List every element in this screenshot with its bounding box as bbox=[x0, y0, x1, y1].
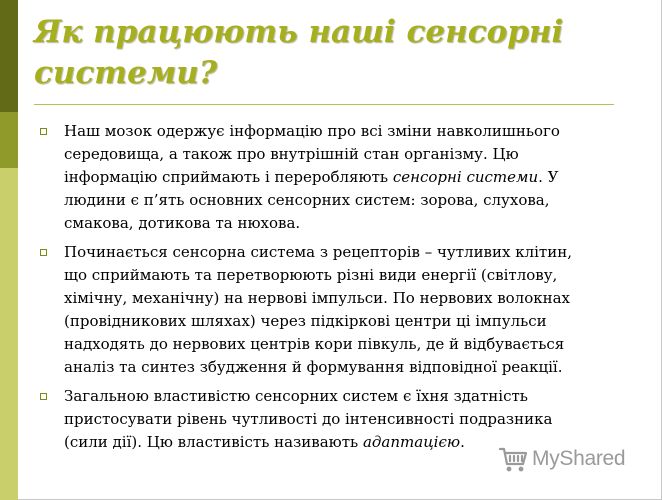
bullet-text-line bbox=[64, 310, 628, 333]
square-bullet-icon bbox=[40, 393, 47, 400]
bullet-item bbox=[38, 241, 628, 379]
bullet-text-line bbox=[64, 189, 628, 212]
slide-title-line-1: Як працюють наші сенсорні bbox=[34, 14, 564, 50]
bullet-text: . bbox=[460, 433, 465, 451]
bullet-text-line bbox=[64, 385, 628, 408]
bullet-text: . У bbox=[538, 168, 559, 186]
emphasized-term: сенсорні системи bbox=[392, 168, 539, 186]
shopping-cart-icon bbox=[498, 444, 528, 474]
bullet-text: надходять до нервових центрів кори півкуль, де й відбувається bbox=[64, 335, 565, 353]
bullet-text: людини є п’ять основних сенсорних систем: зорова, слухова, bbox=[64, 191, 550, 209]
bullet-text-line bbox=[64, 264, 628, 287]
side-accent-bar-middle bbox=[0, 112, 18, 168]
bullet-text: (сили дії). Цю властивість називають bbox=[64, 433, 363, 451]
bullet-list bbox=[38, 120, 628, 460]
side-accent-bar-bottom bbox=[0, 168, 18, 500]
bullet-text-line bbox=[64, 333, 628, 356]
side-accent-bar-top bbox=[0, 0, 18, 112]
bullet-text-line bbox=[64, 408, 628, 431]
bullet-text: що сприймають та перетворюють різні види енергії (світлову, bbox=[64, 266, 558, 284]
slide-title bbox=[34, 12, 634, 94]
title-divider bbox=[34, 104, 614, 105]
bullet-text-line bbox=[64, 143, 628, 166]
bullet-text: середовища, а також про внутрішній стан організму. Цю bbox=[64, 145, 519, 163]
bullet-text-line bbox=[64, 120, 628, 143]
square-bullet-icon bbox=[40, 128, 47, 135]
bullet-text-line bbox=[64, 356, 628, 379]
bullet-text: аналіз та синтез збудження й формування відповідної реакції. bbox=[64, 358, 563, 376]
bullet-item bbox=[38, 120, 628, 235]
bullet-text: Загальною властивістю сенсорних систем є їхня здатність bbox=[64, 387, 528, 405]
bullet-text-line bbox=[64, 241, 628, 264]
bullet-text: хімічну, механічну) на нервові імпульси. По нервових волокнах bbox=[64, 289, 571, 307]
watermark-text: MyShared bbox=[532, 447, 626, 470]
watermark-logo bbox=[498, 442, 625, 476]
bullet-text-line bbox=[64, 287, 628, 310]
bullet-text-line bbox=[64, 212, 628, 235]
slide-title-line-2: системи? bbox=[34, 55, 217, 91]
square-bullet-icon bbox=[40, 249, 47, 256]
bullet-text: смакова, дотикова та нюхова. bbox=[64, 214, 301, 232]
bullet-text: Наш мозок одержує інформацію про всі зміни навколишнього bbox=[64, 122, 560, 140]
bullet-text: Починається сенсорна система з рецепторів – чутливих клітин, bbox=[64, 243, 572, 261]
bullet-text: пристосувати рівень чутливості до інтенсивності подразника bbox=[64, 410, 553, 428]
bullet-text-line bbox=[64, 166, 628, 189]
emphasized-term: адаптацією bbox=[362, 433, 461, 451]
bullet-text: інформацію сприймають і переробляють bbox=[64, 168, 393, 186]
bullet-text: (провідникових шляхах) через підкіркові центри ці імпульси bbox=[64, 312, 547, 330]
